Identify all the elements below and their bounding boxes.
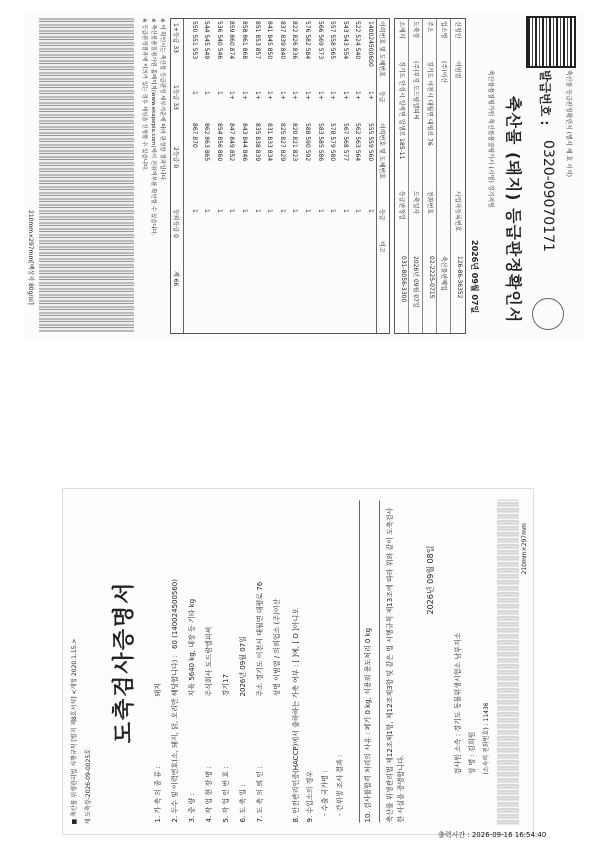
info-cell: 경기도 이천시 대월면 대평로 76 xyxy=(426,61,433,146)
grade-cell: 1+ xyxy=(241,91,248,100)
inspector-name: 성 명 : 김희원 xyxy=(468,731,476,774)
grade-cell: 1+ xyxy=(316,91,324,100)
grade-total: 계 66 xyxy=(172,271,179,287)
grade-cell: 1 xyxy=(278,209,286,213)
info-cell: (주)이산 xyxy=(440,61,447,84)
grade-cell: 858 861 868 xyxy=(241,21,248,60)
grade-cell: 140024500600 xyxy=(367,21,374,67)
field-row xyxy=(204,497,221,822)
grade-cell: 854 856 860 xyxy=(215,123,223,162)
grade-cell: 1 xyxy=(341,209,349,213)
field-label: 1. 가 축 의 종 류 : xyxy=(154,765,162,822)
grade-header-cell: 이력번호 및 도체번호 xyxy=(378,21,385,77)
grade-cell: 820 821 823 xyxy=(291,123,299,162)
grade-cell: 1 xyxy=(354,209,362,213)
grade-cell: 1+ xyxy=(367,91,374,100)
info-cell: 주소 xyxy=(426,21,433,33)
grade-cell: 536 540 546 xyxy=(215,21,223,60)
inspector-tel: (소속의 전화번호) : 11436 xyxy=(483,701,490,774)
info-cell: 업소명 xyxy=(440,21,447,39)
grade-cell: 1+ xyxy=(278,91,286,100)
grade-cell: 1+ xyxy=(266,91,274,100)
grade-cell: 1 xyxy=(253,209,261,213)
grade-cell: 1+ xyxy=(341,91,349,100)
field-row xyxy=(255,497,272,822)
info-cell: 도축일자 xyxy=(412,191,419,215)
page-size-note: 210mm×297mm[백상지 80g/㎡] xyxy=(27,210,34,305)
grade-cell: 1 xyxy=(203,209,211,213)
grade-cell: 566 569 573 xyxy=(316,21,324,60)
info-cell: (주)부경 도드람엘피씨 xyxy=(412,61,419,120)
inspection-certificate-page xyxy=(62,488,534,835)
grade-cell: 862 863 865 xyxy=(203,123,211,162)
grade-cell: 1+ xyxy=(304,91,311,100)
field-label: 5. 작 업 인 번 호 : xyxy=(222,765,230,822)
grade-cell: 576 582 584 xyxy=(304,21,311,60)
grade-cell: 1 xyxy=(241,209,248,213)
field-row xyxy=(221,497,238,822)
doc-title: 축산물 (돼지) 등급판정확인서 xyxy=(504,96,523,324)
grading-certificate-rotated xyxy=(24,10,584,340)
grade-table xyxy=(170,18,390,334)
footnote: ※ 등급판정결과에 이의가 있는 경우 재심을 신청할 수 있습니다. xyxy=(141,18,147,172)
grade-cell: 837 839 840 xyxy=(278,21,286,60)
info-cell: 이범열 xyxy=(454,61,461,79)
grade-header-cell: 등급 xyxy=(378,209,385,221)
statement: 축산물 위생관리법 제12조제1항, 제12조제3항 및 같은 법 시행규칙 제13조에 따라 위와 같이 도축검사한 사실을 증명합니다. xyxy=(386,507,405,822)
scan-noise-image xyxy=(497,499,519,824)
info-cell: 축산물판매업 xyxy=(440,256,447,291)
info-cell: 소재지 xyxy=(398,21,405,39)
barcode-strip-image xyxy=(39,18,134,332)
grade-total: 등외등급 0 xyxy=(172,209,179,238)
info-cell: 2026년 09월 07일 xyxy=(412,256,419,308)
field-label: 7. 도 축 의 뢰 인 : xyxy=(256,765,264,822)
grade-cell: 841 845 850 xyxy=(266,21,274,60)
grade-cell: 835 838 839 xyxy=(253,123,261,162)
field-value: 돼지 xyxy=(154,682,162,696)
statement-date: 2026년 09월 08일 xyxy=(426,545,435,614)
grade-header-cell: 이력번호 및 도체번호 xyxy=(378,123,385,179)
grade-cell: 1 xyxy=(203,91,211,95)
info-cell: 등급판정일 xyxy=(398,191,405,220)
field-row xyxy=(153,497,170,822)
grade-cell: 843 844 846 xyxy=(241,123,248,162)
grade-cell: 578 579 580 xyxy=(329,123,337,162)
page-size-note: 210mm×297mm xyxy=(521,522,528,574)
grade-cell: 550 551 553 xyxy=(190,21,198,60)
grade-cell: 1 xyxy=(316,209,324,213)
info-cell: 031-8056-3300 xyxy=(400,256,407,303)
grade-cell: 522 524 540 xyxy=(354,21,362,60)
grade-cell: 822 826 836 xyxy=(291,21,299,60)
info-cell: 126-86-36352 xyxy=(456,256,463,299)
grade-cell: 567 568 577 xyxy=(341,123,349,162)
grade-cell: 831 833 834 xyxy=(266,123,274,162)
grading-certificate-page xyxy=(24,10,584,340)
issuer-line: 축산물품질평가원 축산물품질평가사 (서명) 경기지원 xyxy=(487,70,494,208)
grade-cell: 825 827 829 xyxy=(278,123,286,162)
grade-cell: 1 xyxy=(329,209,337,213)
grade-cell: 1 xyxy=(304,209,311,213)
grade-cell: 562 563 564 xyxy=(354,123,362,162)
row-line xyxy=(422,19,423,333)
grade-cell: 555 559 560 xyxy=(367,123,374,162)
grade-cell: 1+ xyxy=(329,91,337,100)
info-cell: 02-2225-0715 xyxy=(428,256,435,299)
issue-date: 2026년 09월 07일 xyxy=(470,240,479,314)
grade-cell: 1 xyxy=(291,209,299,213)
field-value: 60 (140024500560) xyxy=(171,578,179,649)
qr-code-icon xyxy=(526,16,576,68)
grade-cell: 583 585 586 xyxy=(316,123,324,162)
grade-cell: 1 xyxy=(190,91,198,95)
field-row xyxy=(187,497,204,822)
divider xyxy=(379,500,380,822)
field-value: 성명 이범열 / 의뢰업소 (주)이산 xyxy=(273,598,281,696)
grade-cell: 859 860 874 xyxy=(228,21,236,60)
field-row xyxy=(170,497,187,822)
form-note: ■ 축산물 위생관리법 시행규칙 [별지 제8호서식] <개정 2020.1.15.> xyxy=(71,638,78,824)
info-cell: 전화번호 xyxy=(426,191,433,215)
info-cell: 신청인 xyxy=(454,21,461,39)
field-value: 지육 5640 kg, 내장 등 기타 kg xyxy=(188,598,196,696)
grade-header-cell: 등급 xyxy=(378,91,385,103)
grade-cell: 543 543 554 xyxy=(341,21,349,60)
header-note: 축산물 등급판정확인서 (별지 제 호 서식) xyxy=(565,70,572,177)
doc-title: 도축검사증명서 xyxy=(112,580,137,743)
sub-item: - 간위생 조사 결과 : xyxy=(336,754,344,822)
grade-cell: 847 849 852 xyxy=(228,123,236,162)
row-line xyxy=(436,19,437,333)
print-timestamp: 출력시간 : 2026-09-16 16:54:40 xyxy=(438,831,547,839)
grade-cell: 1 xyxy=(190,209,198,213)
divider xyxy=(359,500,360,822)
grade-cell: 557 558 565 xyxy=(329,21,337,60)
grade-cell: 851 853 857 xyxy=(253,21,261,60)
info-cell: 도축장 xyxy=(412,21,419,39)
grade-cell: 1+ xyxy=(354,91,362,100)
grade-cell: 1 xyxy=(266,209,274,213)
grade-total: 1+등급 33 xyxy=(172,23,179,53)
field-value: 주소 경기도 이천시 대월면 대평로 76 xyxy=(256,581,264,696)
grade-cell: 1+ xyxy=(253,91,261,100)
grade-cell: 867 870 xyxy=(190,123,198,148)
info-table xyxy=(394,18,466,334)
seal-stamp-icon xyxy=(532,298,564,330)
grade-cell: 1 xyxy=(367,209,374,213)
field-row xyxy=(238,497,255,822)
footnote: ※ 이 확인서는 축산물 등급판정 세부기준에 따라 판정한 결과입니다. xyxy=(159,18,165,182)
grade-total: 2등급 0 xyxy=(172,147,179,169)
haccp-line: 8. 안전관리인증(HACCP)에서 출하하는 가축 여부 : [ ]예, [ O ]아니오 xyxy=(292,607,300,822)
field-label: 3. 중 량 : xyxy=(188,792,196,822)
grade-cell: 1 xyxy=(228,209,236,213)
field-label: 2. 두수 및 이력번호(소, 돼지, 닭, 오리만 해당합니다) : xyxy=(171,654,179,822)
grade-cell: 1 xyxy=(215,209,223,213)
field-row xyxy=(272,497,289,822)
cert-no-label: 발급번호 : xyxy=(538,70,552,126)
info-cell: 사업자등록번호 xyxy=(454,191,461,232)
sub-item: - 수출 국가명 : xyxy=(321,769,329,822)
grade-total: 1등급 33 xyxy=(172,85,179,110)
info-cell: 경기도 안성시 일죽면 일생로 185-11 xyxy=(398,61,405,160)
sub-item: 9. 수입소의 경우 xyxy=(306,770,314,822)
row-line xyxy=(408,19,409,333)
field-value: 주식회사 도드람엘피씨 xyxy=(205,626,213,696)
inspection-certificate-rotated xyxy=(63,489,533,834)
field-label: 4. 작 업 현 장 명 : xyxy=(205,765,213,822)
test-line: 10. 검사불합격 처리의 사유 : 폐기 0 kg, 식용외 용도처리 0 kg xyxy=(364,627,372,822)
serial-no: 제 도축장-2026-09-0025호 xyxy=(85,748,92,824)
row-line xyxy=(450,19,451,333)
grade-cell: 588 590 592 xyxy=(304,123,311,162)
cert-no: 0320-09070171 xyxy=(540,140,556,252)
footnote: ※ 축산물품질평가원 홈페이지(www.ekapepia.com)에서 진위여부를 확인할 수 있습니다. xyxy=(150,18,156,236)
field-label: 6. 도 축 일 : xyxy=(239,783,247,822)
grade-cell: 1+ xyxy=(291,91,299,100)
inspector-org: 검사원 소속 : 경기도 동물위생시험소 남부지소 xyxy=(454,632,462,774)
field-value: 경기17 xyxy=(222,673,230,696)
field-value: 2026년 09월 07일 xyxy=(239,635,247,696)
grade-header-cell: 비고 xyxy=(378,241,385,253)
grade-cell: 1 xyxy=(215,91,223,95)
grade-cell: 544 545 549 xyxy=(203,21,211,60)
grade-cell: 1+ xyxy=(228,91,236,100)
